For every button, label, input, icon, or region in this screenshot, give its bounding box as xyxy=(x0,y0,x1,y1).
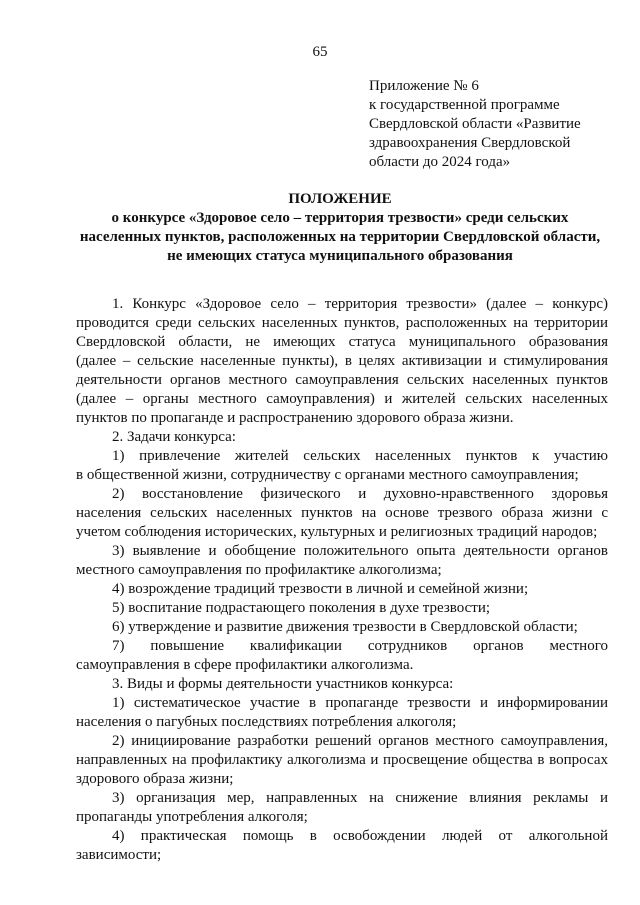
body-text-line: 3) организация мер, направленных на снижение влияния рекламы и xyxy=(112,790,608,806)
heading-title: ПОЛОЖЕНИЕ xyxy=(288,191,392,207)
body-text-line: 7) повышение квалификации сотрудников органов местного xyxy=(112,638,608,654)
appendix-line: Свердловской области «Развитие xyxy=(369,116,581,132)
body-text-line: Свердловской области, не имеющих статуса муниципального образования xyxy=(76,334,608,350)
body-text-line: деятельности органов местного самоуправления сельских населенных пунктов xyxy=(76,372,608,388)
body-text-line: направленных на профилактику алкоголизма и просвещение общества в вопросах xyxy=(76,752,608,768)
document-body xyxy=(76,295,608,865)
heading-subtitle-line: о конкурсе «Здоровое село – территория трезвости» среди сельских xyxy=(111,210,569,226)
appendix-line: к государственной программе xyxy=(369,97,560,113)
body-text-line: 2. Задачи конкурса: xyxy=(112,429,236,445)
heading-subtitle-line: населенных пунктов, расположенных на территории Свердловской области, xyxy=(79,229,601,245)
body-text-line: учетом соблюдения исторических, культурных и религиозных традиций народов; xyxy=(76,524,598,540)
body-text-line: 4) практическая помощь в освобождении людей от алкогольной xyxy=(112,828,608,844)
body-text-line: (далее – сельские населенные пункты), в целях активизации и стимулирования xyxy=(76,353,608,369)
appendix-line: Приложение № 6 xyxy=(369,78,479,94)
body-text-line: населения о пагубных последствиях потребления алкоголя; xyxy=(76,714,457,730)
body-text-line: 6) утверждение и развитие движения трезвости в Свердловской области; xyxy=(112,619,578,635)
body-text-line: в общественной жизни, сотрудничеству с органами местного самоуправления; xyxy=(76,467,579,483)
appendix-line: здравоохранения Свердловской xyxy=(369,135,571,151)
body-text-line: местного самоуправления по профилактике алкоголизма; xyxy=(76,562,442,578)
body-text-line: 1) привлечение жителей сельских населенных пунктов к участию xyxy=(112,448,608,464)
body-text-line: самоуправления в сфере профилактики алкоголизма. xyxy=(76,657,414,673)
body-text-line: 5) воспитание подрастающего поколения в духе трезвости; xyxy=(112,600,491,616)
body-text-line: 1. Конкурс «Здоровое село – территория трезвости» (далее – конкурс) xyxy=(112,296,608,312)
body-text-line: 4) возрождение традиций трезвости в личной и семейной жизни; xyxy=(112,581,529,597)
appendix-note xyxy=(369,77,619,172)
document-heading xyxy=(60,190,620,266)
body-text-line: населения сельских населенных пунктов на основе трезвого образа жизни с xyxy=(76,505,608,521)
body-text-line: 3) выявление и обобщение положительного опыта деятельности органов xyxy=(112,543,608,559)
body-text-line: 2) восстановление физического и духовно-нравственного здоровья xyxy=(112,486,608,502)
body-text-line: 3. Виды и формы деятельности участников конкурса: xyxy=(112,676,454,692)
heading-subtitle-line: не имеющих статуса муниципального образования xyxy=(167,248,513,264)
body-text-line: проводится среди сельских населенных пунктов, расположенных на территории xyxy=(76,315,608,331)
body-text-line: пунктов по пропаганде и распространению здорового образа жизни. xyxy=(76,410,514,426)
body-text-line: пропаганды употребления алкоголя; xyxy=(76,809,308,825)
appendix-line: области до 2024 года» xyxy=(369,154,511,170)
page-number: 65 xyxy=(312,44,328,60)
body-text-line: зависимости; xyxy=(76,847,162,863)
body-text-line: 2) инициирование разработки решений органов местного самоуправления, xyxy=(112,733,608,749)
body-text-line: здорового образа жизни; xyxy=(76,771,234,787)
body-text-line: 1) систематическое участие в пропаганде трезвости и информировании xyxy=(112,695,608,711)
body-text-line: (далее – органы местного самоуправления) и жителей сельских населенных xyxy=(76,391,608,407)
